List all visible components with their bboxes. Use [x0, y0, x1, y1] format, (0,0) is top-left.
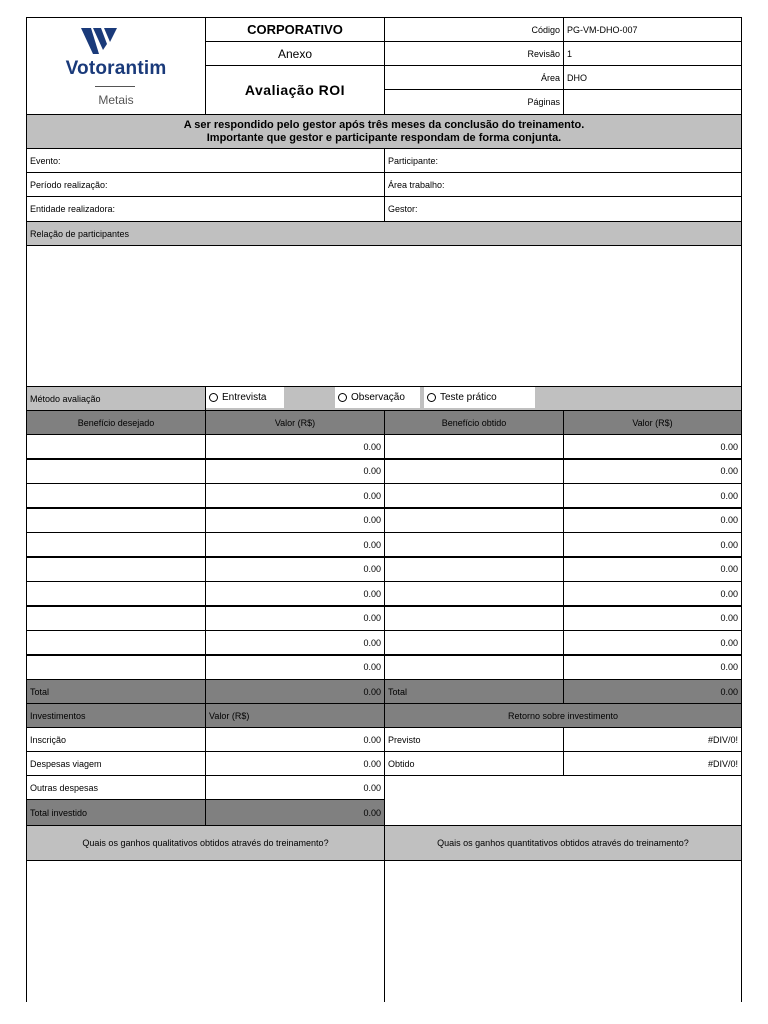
total-obtido-label: Total: [384, 679, 564, 704]
valor-obtido-cell[interactable]: 0.00: [563, 434, 742, 459]
valor-desejado-cell[interactable]: 0.00: [205, 508, 385, 533]
qualitativos-answer[interactable]: [26, 860, 385, 1002]
total-desejado-label: Total: [26, 679, 206, 704]
valor-obtido-cell[interactable]: 0.00: [563, 532, 742, 557]
roi-header: Retorno sobre investimento: [384, 703, 742, 728]
beneficio-desejado-cell[interactable]: [26, 581, 206, 606]
gestor-field[interactable]: Gestor:: [384, 196, 742, 222]
option-observacao[interactable]: [335, 387, 420, 408]
obtido-value: #DIV/0!: [563, 751, 742, 776]
beneficio-desejado-cell[interactable]: [26, 459, 206, 484]
valor-desejado-cell[interactable]: 0.00: [205, 434, 385, 459]
valor-desejado-cell[interactable]: 0.00: [205, 483, 385, 508]
previsto-value: #DIV/0!: [563, 727, 742, 752]
valor-obtido-cell[interactable]: 0.00: [563, 630, 742, 655]
beneficio-desejado-header: Benefício desejado: [26, 410, 206, 435]
instructions-line-1: A ser respondido pelo gestor após três meses da conclusão do treinamento.: [183, 118, 585, 131]
beneficio-desejado-cell[interactable]: [26, 434, 206, 459]
beneficio-obtido-cell[interactable]: [384, 459, 564, 484]
radio-circle-icon: [338, 393, 347, 402]
revisao-label: Revisão: [384, 41, 564, 66]
qualitativos-question: Quais os ganhos qualitativos obtidos através do treinamento?: [26, 825, 385, 861]
total-desejado-value: 0.00: [205, 679, 385, 704]
beneficio-obtido-cell[interactable]: [384, 483, 564, 508]
previsto-label: Previsto: [384, 727, 564, 752]
valor-desejado-cell[interactable]: 0.00: [205, 532, 385, 557]
valor-obtido-cell[interactable]: 0.00: [563, 606, 742, 631]
total-investido-value: 0.00: [205, 799, 385, 826]
roi-form: [26, 17, 742, 1002]
valor-obtido-cell[interactable]: 0.00: [563, 483, 742, 508]
outras-despesas-label: Outras despesas: [26, 775, 206, 800]
beneficio-desejado-cell[interactable]: [26, 655, 206, 680]
document-title: Avaliação ROI: [205, 65, 385, 115]
relacao-participantes-header: Relação de participantes: [26, 221, 742, 246]
beneficio-desejado-cell[interactable]: [26, 532, 206, 557]
investimentos-header: Investimentos: [26, 703, 206, 728]
valor-desejado-cell[interactable]: 0.00: [205, 581, 385, 606]
beneficio-obtido-cell[interactable]: [384, 606, 564, 631]
codigo-value[interactable]: PG-VM-DHO-007: [563, 17, 742, 42]
beneficio-obtido-cell[interactable]: [384, 655, 564, 680]
valor-obtido-cell[interactable]: 0.00: [563, 581, 742, 606]
despesas-viagem-value[interactable]: 0.00: [205, 751, 385, 776]
valor-obtido-cell[interactable]: 0.00: [563, 557, 742, 582]
inscricao-value[interactable]: 0.00: [205, 727, 385, 752]
metodo-label: Método avaliação: [30, 393, 101, 404]
option-observacao-label: Observação: [351, 392, 405, 403]
area-label: Área: [384, 65, 564, 90]
beneficio-obtido-cell[interactable]: [384, 630, 564, 655]
beneficio-desejado-cell[interactable]: [26, 630, 206, 655]
total-obtido-value: 0.00: [563, 679, 742, 704]
valor-desejado-cell[interactable]: 0.00: [205, 557, 385, 582]
beneficio-desejado-cell[interactable]: [26, 483, 206, 508]
valor-obtido-cell[interactable]: 0.00: [563, 459, 742, 484]
beneficio-obtido-cell[interactable]: [384, 508, 564, 533]
evento-field[interactable]: Evento:: [26, 148, 385, 173]
participants-area[interactable]: [26, 245, 742, 387]
despesas-viagem-label: Despesas viagem: [26, 751, 206, 776]
quantitativos-question: Quais os ganhos quantitativos obtidos através do treinamento?: [384, 825, 742, 861]
option-teste-pratico-label: Teste prático: [440, 392, 497, 403]
beneficio-obtido-cell[interactable]: [384, 434, 564, 459]
company-logo: [26, 17, 206, 115]
option-teste-pratico[interactable]: [424, 387, 535, 408]
option-entrevista-label: Entrevista: [222, 392, 267, 403]
outras-despesas-value[interactable]: 0.00: [205, 775, 385, 800]
quantitativos-answer[interactable]: [384, 860, 742, 1002]
obtido-label: Obtido: [384, 751, 564, 776]
paginas-label: Páginas: [384, 89, 564, 115]
area-value[interactable]: DHO: [563, 65, 742, 90]
corporativo-label: CORPORATIVO: [205, 17, 385, 42]
area-trabalho-field[interactable]: Área trabalho:: [384, 172, 742, 197]
radio-circle-icon: [427, 393, 436, 402]
valor-obtido-header: Valor (R$): [563, 410, 742, 435]
valor-desejado-cell[interactable]: 0.00: [205, 655, 385, 680]
company-name: Votorantim: [65, 58, 167, 79]
instructions-banner: [26, 114, 742, 149]
beneficio-desejado-cell[interactable]: [26, 606, 206, 631]
total-investido-label: Total investido: [26, 799, 206, 826]
votorantim-mark-icon: [79, 26, 119, 56]
beneficio-desejado-cell[interactable]: [26, 557, 206, 582]
revisao-value[interactable]: 1: [563, 41, 742, 66]
logo-divider: [95, 86, 135, 87]
radio-circle-icon: [209, 393, 218, 402]
valor-obtido-cell[interactable]: 0.00: [563, 655, 742, 680]
beneficio-desejado-cell[interactable]: [26, 508, 206, 533]
valor-desejado-header: Valor (R$): [205, 410, 385, 435]
valor-desejado-cell[interactable]: 0.00: [205, 459, 385, 484]
instructions-line-2: Importante que gestor e participante respondam de forma conjunta.: [206, 131, 562, 144]
valor-desejado-cell[interactable]: 0.00: [205, 630, 385, 655]
paginas-value[interactable]: [563, 89, 742, 115]
entidade-field[interactable]: Entidade realizadora:: [26, 196, 385, 222]
codigo-label: Código: [384, 17, 564, 42]
beneficio-obtido-header: Benefício obtido: [384, 410, 564, 435]
inscricao-label: Inscrição: [26, 727, 206, 752]
investimentos-valor-header: Valor (R$): [205, 703, 385, 728]
periodo-field[interactable]: Período realização:: [26, 172, 385, 197]
beneficio-obtido-cell[interactable]: [384, 581, 564, 606]
valor-desejado-cell[interactable]: 0.00: [205, 606, 385, 631]
valor-obtido-cell[interactable]: 0.00: [563, 508, 742, 533]
anexo-label: Anexo: [205, 41, 385, 66]
roi-blank-area: [384, 775, 742, 826]
beneficio-obtido-cell[interactable]: [384, 557, 564, 582]
option-entrevista[interactable]: [206, 387, 284, 408]
participante-field[interactable]: Participante:: [384, 148, 742, 173]
division-name: Metais: [98, 93, 134, 107]
beneficio-obtido-cell[interactable]: [384, 532, 564, 557]
